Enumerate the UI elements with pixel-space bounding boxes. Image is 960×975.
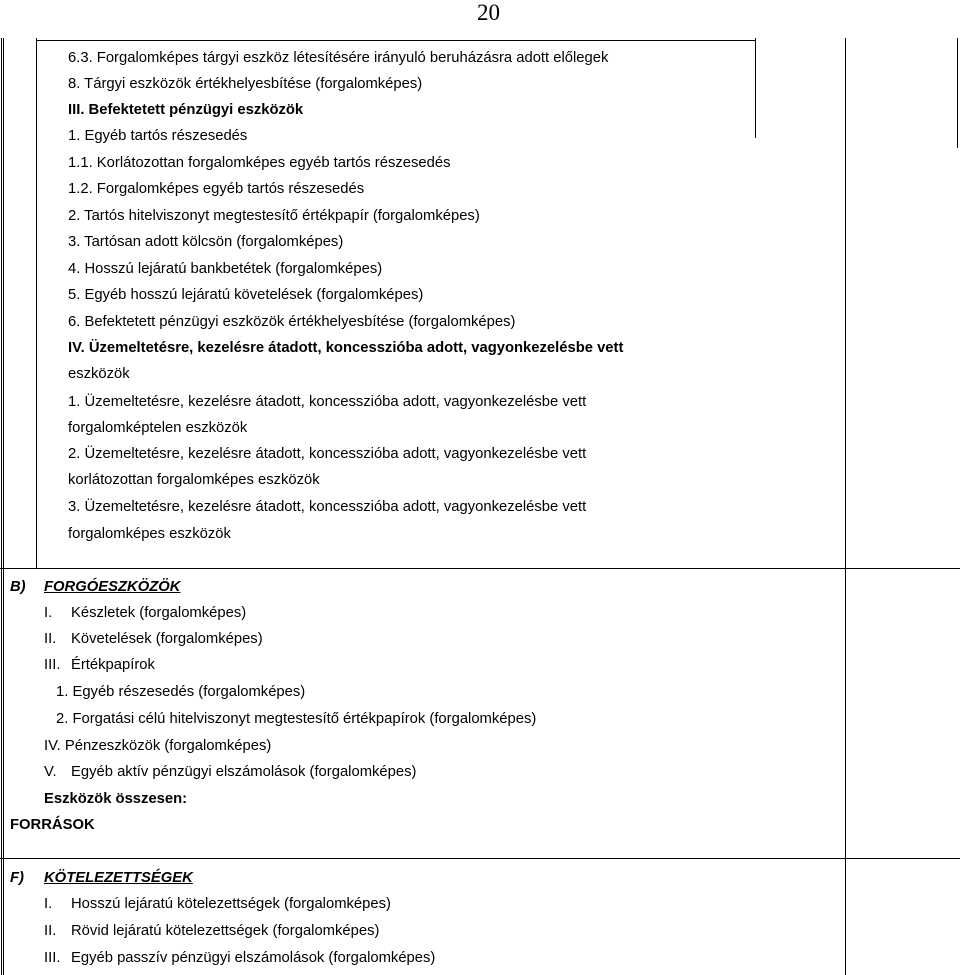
table-row: IV. Üzemeltetésre, kezelésre átadott, koncesszióba adott, vagyonkezelésbe vett: [68, 340, 624, 356]
page-number: 20: [477, 0, 500, 25]
table-row: 6. Befektetett pénzügyi eszközök értékhelyesbítése (forgalomképes): [68, 314, 516, 330]
table-row: 1. Üzemeltetésre, kezelésre átadott, koncesszióba adott, vagyonkezelésbe vett: [68, 394, 587, 410]
table-row: III. Értékpapírok: [44, 657, 155, 673]
table-row: IV. Pénzeszközök (forgalomképes): [44, 738, 272, 754]
table-row: III. Egyéb passzív pénzügyi elszámolások (forgalomképes): [44, 950, 436, 966]
table-row: eszközök: [68, 366, 130, 382]
table-row: 2. Üzemeltetésre, kezelésre átadott, koncesszióba adott, vagyonkezelésbe vett: [68, 446, 587, 462]
table-row: 3. Üzemeltetésre, kezelésre átadott, koncesszióba adott, vagyonkezelésbe vett: [68, 499, 587, 515]
table-row: V. Egyéb aktív pénzügyi elszámolások (forgalomképes): [44, 764, 417, 780]
table-row: 6.3. Forgalomképes tárgyi eszköz létesítésére irányuló beruházásra adott előlegek: [68, 50, 609, 66]
table-row: 1.2. Forgalomképes egyéb tartós részesedés: [68, 181, 365, 197]
table-row: korlátozottan forgalomképes eszközök: [68, 472, 320, 488]
table-row: forgalomképtelen eszközök: [68, 420, 248, 436]
table-row: forgalomképes eszközök: [68, 526, 231, 542]
row-divider: [0, 858, 960, 859]
table-row: 1. Egyéb részesedés (forgalomképes): [56, 684, 306, 700]
section-heading: FORRÁSOK: [10, 817, 95, 833]
table-row: I. Hosszú lejáratú kötelezettségek (forgalomképes): [44, 896, 391, 912]
table-row: 3. Tartósan adott kölcsön (forgalomképes): [68, 234, 344, 250]
table-row: I. Készletek (forgalomképes): [44, 605, 247, 621]
table-row: 1. Egyéb tartós részesedés: [68, 128, 248, 144]
section-heading: F) KÖTELEZETTSÉGEK: [10, 870, 193, 886]
table-row: 2. Forgatási célú hitelviszonyt megtestesítő értékpapírok (forgalomképes): [56, 711, 537, 727]
total-row: Eszközök összesen:: [44, 791, 188, 807]
table-row: 5. Egyéb hosszú lejáratú követelések (forgalomképes): [68, 287, 424, 303]
table-row: 4. Hosszú lejáratú bankbetétek (forgalomképes): [68, 261, 383, 277]
table-row: 1.1. Korlátozottan forgalomképes egyéb tartós részesedés: [68, 155, 451, 171]
table-row: 8. Tárgyi eszközök értékhelyesbítése (forgalomképes): [68, 76, 423, 92]
table-row: III. Befektetett pénzügyi eszközök: [68, 102, 304, 118]
table-row: II. Rövid lejáratú kötelezettségek (forgalomképes): [44, 923, 380, 939]
section-heading: B) FORGÓESZKÖZÖK: [10, 579, 181, 595]
table-row: 2. Tartós hitelviszonyt megtestesítő értékpapír (forgalomképes): [68, 208, 480, 224]
row-divider: [36, 40, 756, 41]
table-row: II. Követelések (forgalomképes): [44, 631, 263, 647]
row-divider: [0, 568, 960, 569]
